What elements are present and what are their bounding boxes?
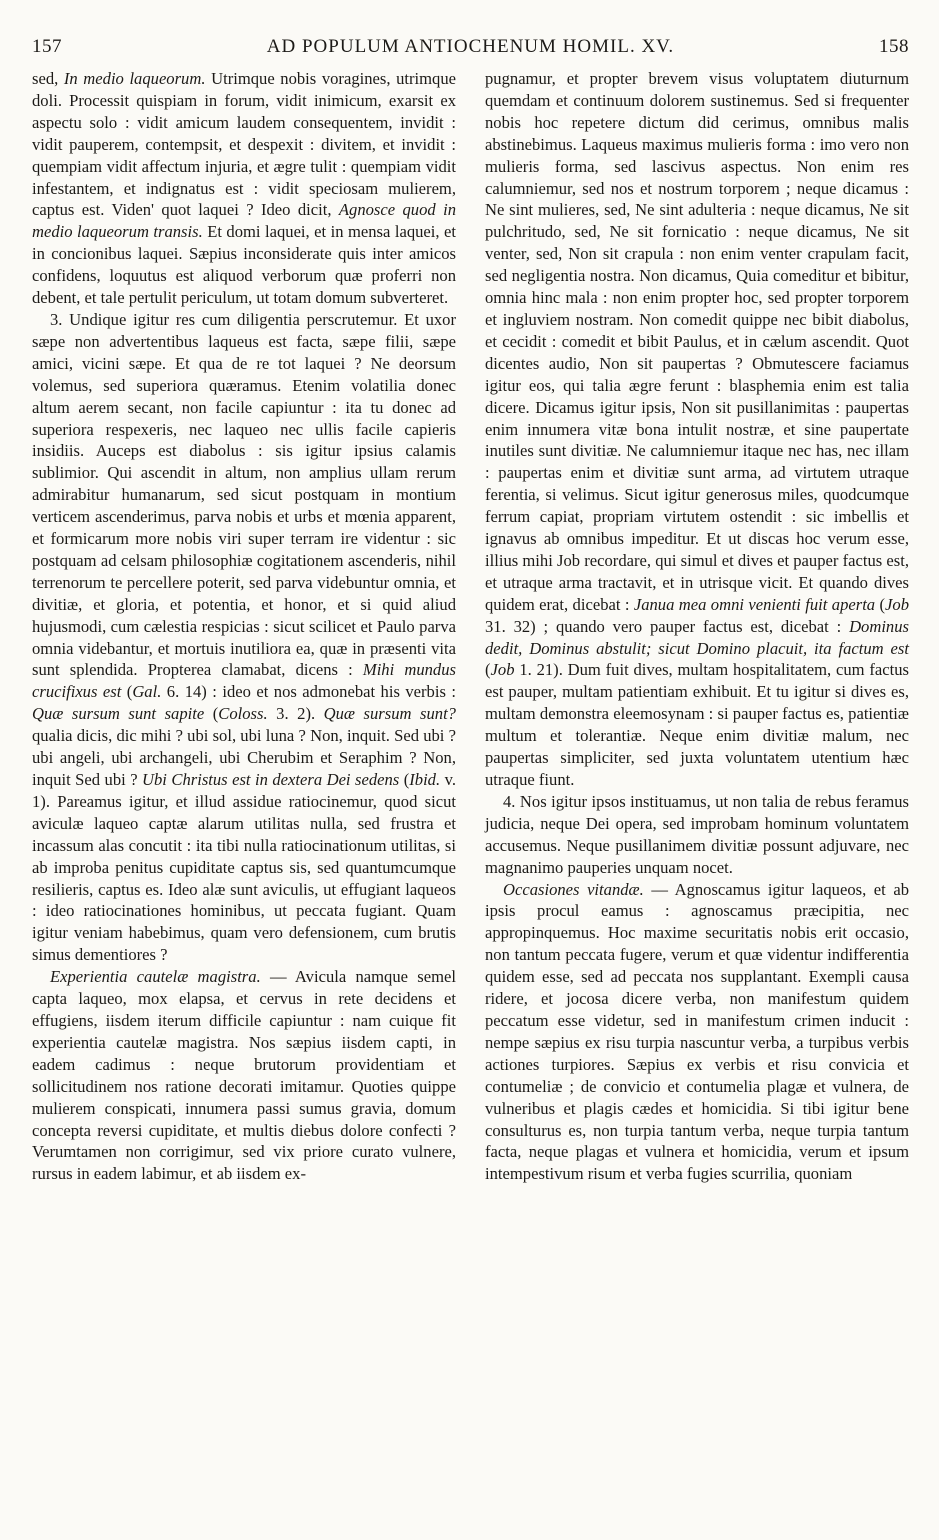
paragraph: 3. Undique igitur res cum diligentia perscrutemur. Et uxor sæpe non advertentibus laqueus est facta, sæpe filii, sæpe amici, vicini sæpe. Et qua de re tot laquei ? Ne deorsum volemus, sed superiora quæramus. Etenim volatilia donec altum aerem secant, non facile capiuntur : ita tu donec ad superiora respexeris, nec laqueo nec ullis facile capieris insidiis. Auceps est diabolus : sis igitur ipsius calamis sublimior. Qui ascendit in altum, non amplius ullam rerum admirabitur humanarum, sed sicut postquam in montium verticem ascenderimus, parva nobis et urbs et mœnia apparent, et formicarum more nobis viri super terram ire videntur : sic postquam ad celsam philosophiæ cogitationem ascenderis, nihil terrenorum te percellere poterit, sed parva videbuntur omnia, et divitiæ, et gloria, et potentia, et honor, et si quid aliud hujusmodi, cum cælestia respicias : sicut scilicet et Paulo parva omnia videbantur, et mortuis inutiliora ea, quæ in præsenti vita sunt splendida. Propterea clamabat, dicens : Mihi mundus crucifixus est (Gal. 6. 14) : ideo et nos admonebat his verbis : Quæ sursum sunt sapite (Coloss. 3. 2). Quæ sursum sunt? qualia dicis, dic mihi ? ubi sol, ubi luna ? Non, inquit. Sed ubi ? ubi angeli, ubi archangeli, ubi Cherubim et Seraphim ? Non, inquit Sed ubi ? Ubi Christus est in dextera Dei sedens (Ibid. v. 1). Pareamus igitur, et illud assidue ratiocinemur, quod sicut aviculæ laqueo captæ alarum utilitas nulla, sed frustra et incassum alas concutit : ita tibi nulla ratiocinationum utilitas, si ab improba penitus cupiditate captus sis, sed quantumcumque resilieris, captus es. Ideo alæ sunt aviculis, ut effugiant laqueos : ideo ratiocinationes hominibus, ut peccata fugiant. Quam igitur veniam habebimus, quam vero defensionem, cum brutis simus dementiores ? [32, 309, 456, 965]
running-title: AD POPULUM ANTIOCHENUM HOMIL. XV. [266, 36, 675, 57]
side-heading: Experientia cautelæ magistra. [50, 967, 261, 987]
paragraph: sed, In medio laqueorum. Utrimque nobis voragines, utrimque doli. Processit quispiam in forum, vidit inimicum, exarsit ex aspectu solo : vidit amicum laudem consequentem, invidit : vidit pauperem, contempsit, et despexit : divitem, et invidit : quempiam vidit affectum injuria, et ægre tulit : quempiam vidit infestantem, et indignatus est : vidit speciosam mulierem, captus est. Viden' quot laquei ? Ideo dicit, Agnosce quod in medio laqueorum transis. Et domi laquei, et in mensa laquei, et in concionibus laquei. Sæpius inconsiderate quis inter amicos confidens, loquutus est aliquod verborum quæ proferri non debent, et tale pertulit periculum, ut totam domum subverteret. [32, 69, 457, 308]
paragraph: pugnamur, et propter brevem visus voluptatem diuturnum quemdam et continuum dolorem sustinemus. Sed si frequenter nobis hoc repetere dictum did cerimus, omnibus malis abstinebimus. Laqueus maximus mulieris forma : imo vero non mulieris forma, sed lascivus aspectus. Non enim res calumniemur, sed nos et nostrum torporem ; neque dicamus : Ne sint mulieres, sed, Ne sint adulteria : neque dicamus, Ne sit pulchritudo, sed, Ne sit fornicatio : neque dicamus, Ne sit venter, sed, Non sit crapula : non enim venter crapulam facit, sed negligentia nostra. Non dicamus, Quia comeditur et bibitur, omnia hinc mala : non enim propter hoc, sed propter torporem et ingluviem nostram. Non comedit quippe nec bibit diabolus, et cecidit : comedit et bibit Paulus, et in cælum ascendit. Quot dicentes audio, Non sit paupertas ? Obmutescere faciamus igitur eos, qui talia ægre ferunt : blasphemia enim est talia dicere. Dicamus igitur ipsis, Non sit pusillanimitas : paupertas enim innumera vitæ bona intulit nostræ, et sine paupertate inutiles sunt divitiæ. Ne calumniemur itaque nec has, nec illam : paupertas enim et divitiæ sunt arma, ad virtutem utraque ferentia, si velimus. Sicut igitur generosus miles, quodcumque ferrum capiat, propriam virtutem ostendit : sic imbellis et ignavus ab omnibus impeditur. Et ut discas hoc verum esse, illius mihi Job recordare, qui simul et dives et pauper factus est, et utraque arma tractavit, et in utrisque vicit. Et quando dives quidem erat, dicebat : Janua mea omni venienti fuit aperta (Job 31. 32) ; quando vero pauper factus est, dicebat : Dominus dedit, Dominus abstulit; sicut Domino placuit, ita factum est (Job 1. 21). Dum fuit dives, multam hospitalitatem, cum factus est pauper, multam patientiam exhibuit. Et tu igitur si dives es, multam demonstra eleemosynam : si pauper factus es, patientiæ multum et tolerantiæ. Neque enim divitiæ malum, nec paupertas simpliciter, sed juxta voluntatem utentium hæc utraque fiunt. [485, 69, 909, 789]
right-column [485, 68, 909, 1185]
running-header [32, 36, 909, 66]
left-column [32, 68, 456, 1185]
page-number-right: 158 [878, 36, 909, 57]
paragraph: Experientia cautelæ magistra. — Avicula namque semel capta laqueo, mox elapsa, et cervus in rete decidens et effugiens, iisdem iterum difficile capiuntur : nam cuique fit experientia cautelæ magistra. Nos sæpius iisdem capti, in eadem cadimus : neque brutorum providentiam et sollicitudinem nos ratione decorati imitamur. Quoties quippe mulierem conspicati, innumera passi sumus gravia, domum concepta reversi cupiditate, et multis diebus dolore confecti ? Verumtamen non corrigimur, sed vix priore curato vulnere, rursus in eadem labimur, et ab iisdem ex- [32, 967, 456, 1184]
paragraph: 4. Nos igitur ipsos instituamus, ut non talia de rebus feramus judicia, neque Dei opera, sed improbam hominum voluntatem accusemus. Neque pusillanimem divitiæ possunt adjuvare, nec magnanimo pauperies unquam nocet. [485, 791, 909, 877]
page-number-left: 157 [32, 36, 62, 57]
side-heading: Occasiones vitandæ. [503, 879, 644, 899]
text-columns [32, 68, 909, 1185]
paragraph: Occasiones vitandæ. — Agnoscamus igitur laqueos, et ab ipsis procul eamus : agnoscamus præcipitia, nec appropinquemus. Hoc maxime securitatis nobis erit occasio, non tantum peccata fugere, verum et quæ videntur indifferentia quidem esse, sed ad peccata nos supplantant. Exempli causa ridere, et jocosa dicere verba, non manifestum quidem peccatum esse videtur, sed in manifestum crimen inducit : nempe sæpius ex risu turpia nascuntur verba, a turpibus verbis actiones turpiores. Sæpius ex verbis et risu convicia et contumeliæ ; de convicio et contumelia plagæ et vulnera, de vulneribus et plagis cædes et homicidia. Si tibi igitur bene consulturus es, non turpia tantum verba, neque turpia tantum facta, neque plagas et vulnera et homicidia, verum et ipsum intempestivum risum et verba fugies scurrilia, quoniam [485, 879, 910, 1184]
